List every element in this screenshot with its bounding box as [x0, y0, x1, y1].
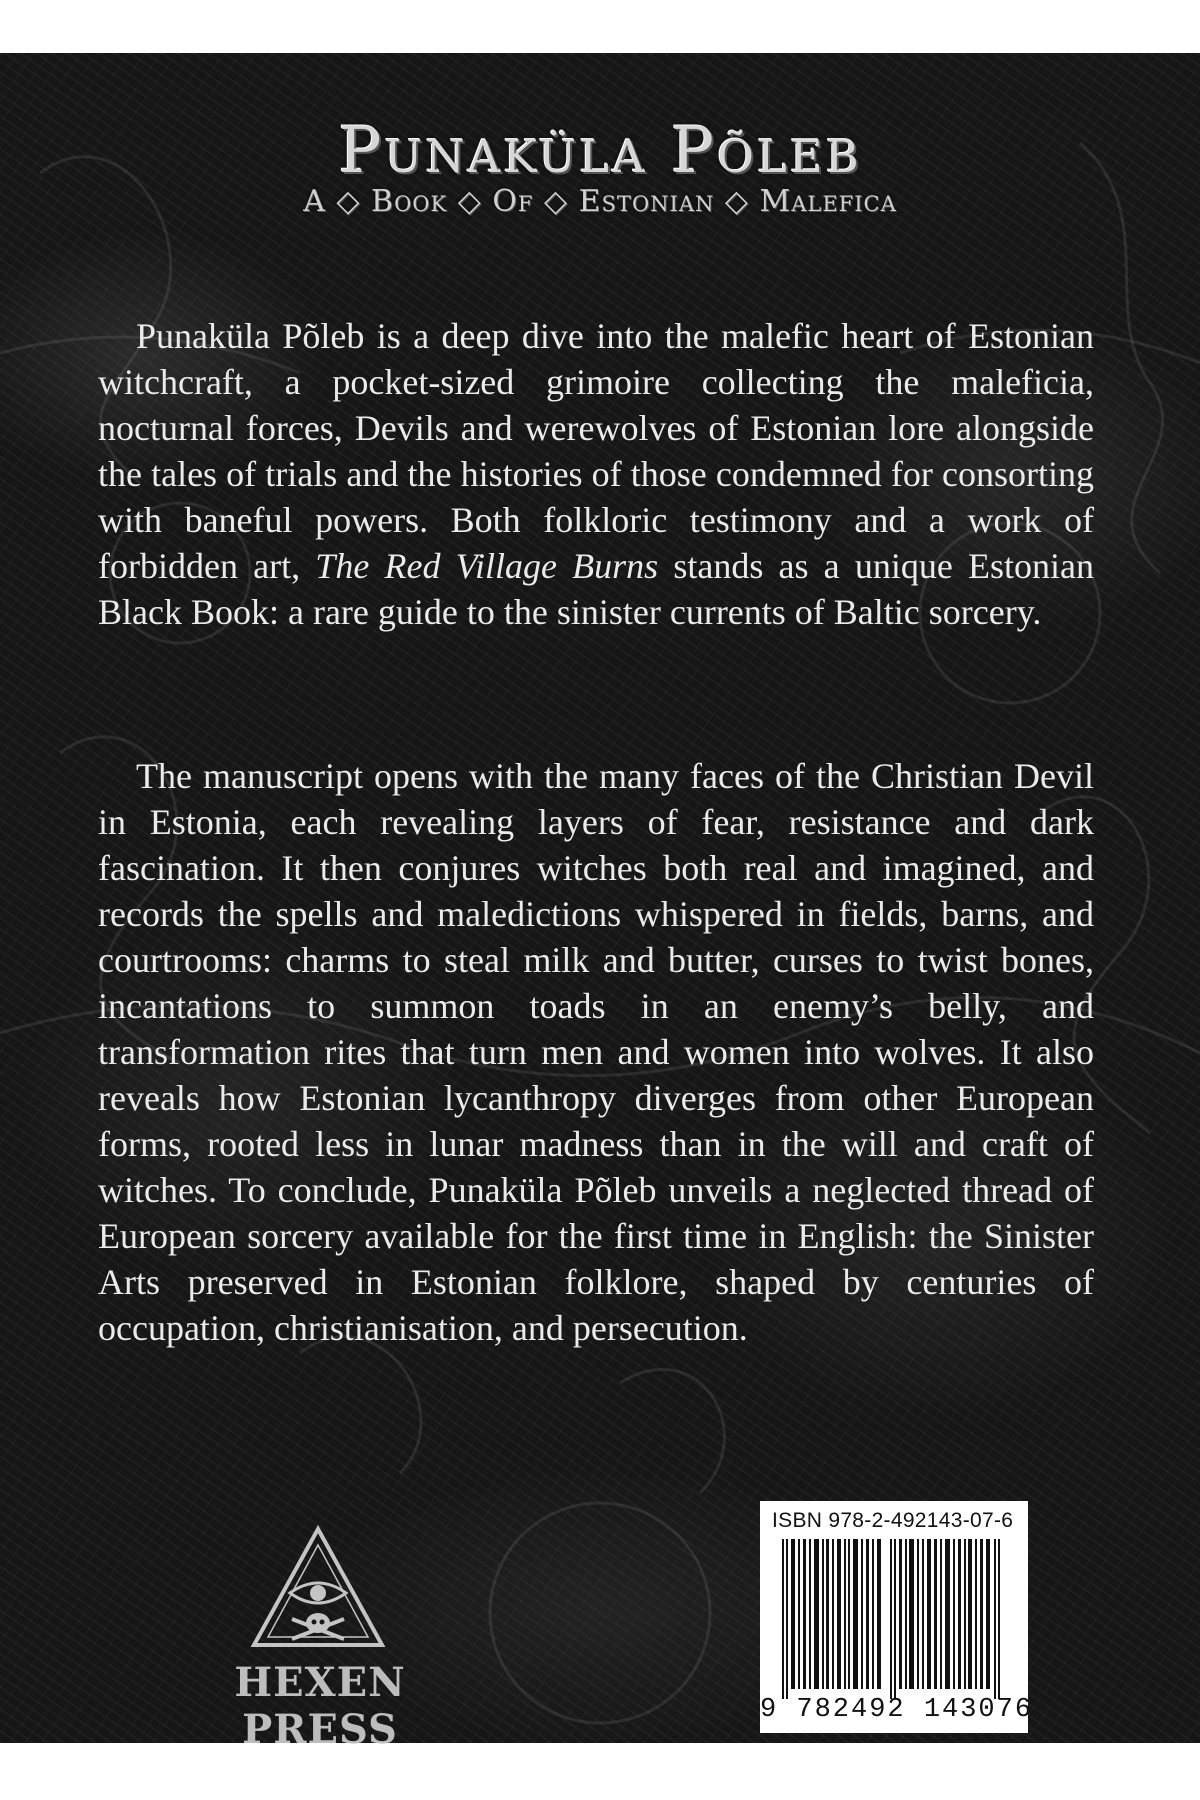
book-title: Punaküla Põleb — [338, 114, 862, 188]
isbn-barcode — [760, 1501, 1034, 1733]
isbn-label: ISBN 978-2-492143-07-6 — [772, 1509, 1014, 1532]
blurb-paragraph-1 — [98, 313, 1094, 635]
barcode-bars — [768, 1539, 1020, 1699]
blurb-text: The manuscript opens with the many faces of the Christian Devil in Estonia, each revealing layers of fear, resistance and dark fascination. It then conjures witches both real and imagined, and records the spells and maledictions whispered in fields, barns, and courtrooms: charms to steal milk and butter, curses to twist bones, incantations to summon toads in an enemy’s belly, and transformation rites that turn men and women into wolves. It also reveals how Estonian lycanthropy diverges from other European forms, rooted less in lunar madness than in the will and craft of witches. To conclude, Punaküla Põleb unveils a neglected thread of European sorcery available for the first time in English: the Sinister Arts preserved in Estonian folklore, shaped by centuries of occupation, christianisation, and persecution. — [98, 756, 1094, 1348]
title-block — [0, 113, 1200, 219]
book-subtitle: A ◇ Book ◇ Of ◇ Estonian ◇ Malefica — [303, 184, 897, 219]
barcode-digits: 9 782492 143076 — [760, 1695, 1034, 1725]
eye-in-triangle-with-skull-icon — [248, 1523, 388, 1663]
italic-book-title: The Red Village Burns — [315, 546, 659, 586]
blurb-text: stands as a unique Estonian Black Book: a rare guide to the sinister currents of Baltic sorcery. — [98, 546, 1094, 632]
publisher-name: HEXEN PRESS — [234, 1659, 406, 1753]
blurb-paragraph-2 — [98, 753, 1094, 1351]
book-back-cover — [0, 53, 1200, 1753]
blurb-text: Punaküla Põleb is a deep dive into the malefic heart of Estonian witchcraft, a pocket-sized grimoire collecting the maleficia, nocturnal forces, Devils and werewolves of Estonian lore alongside the tales of trials and the histories of those condemned for consorting with baneful powers. Both folkloric testimony and a work of forbidden art, — [98, 316, 1094, 586]
